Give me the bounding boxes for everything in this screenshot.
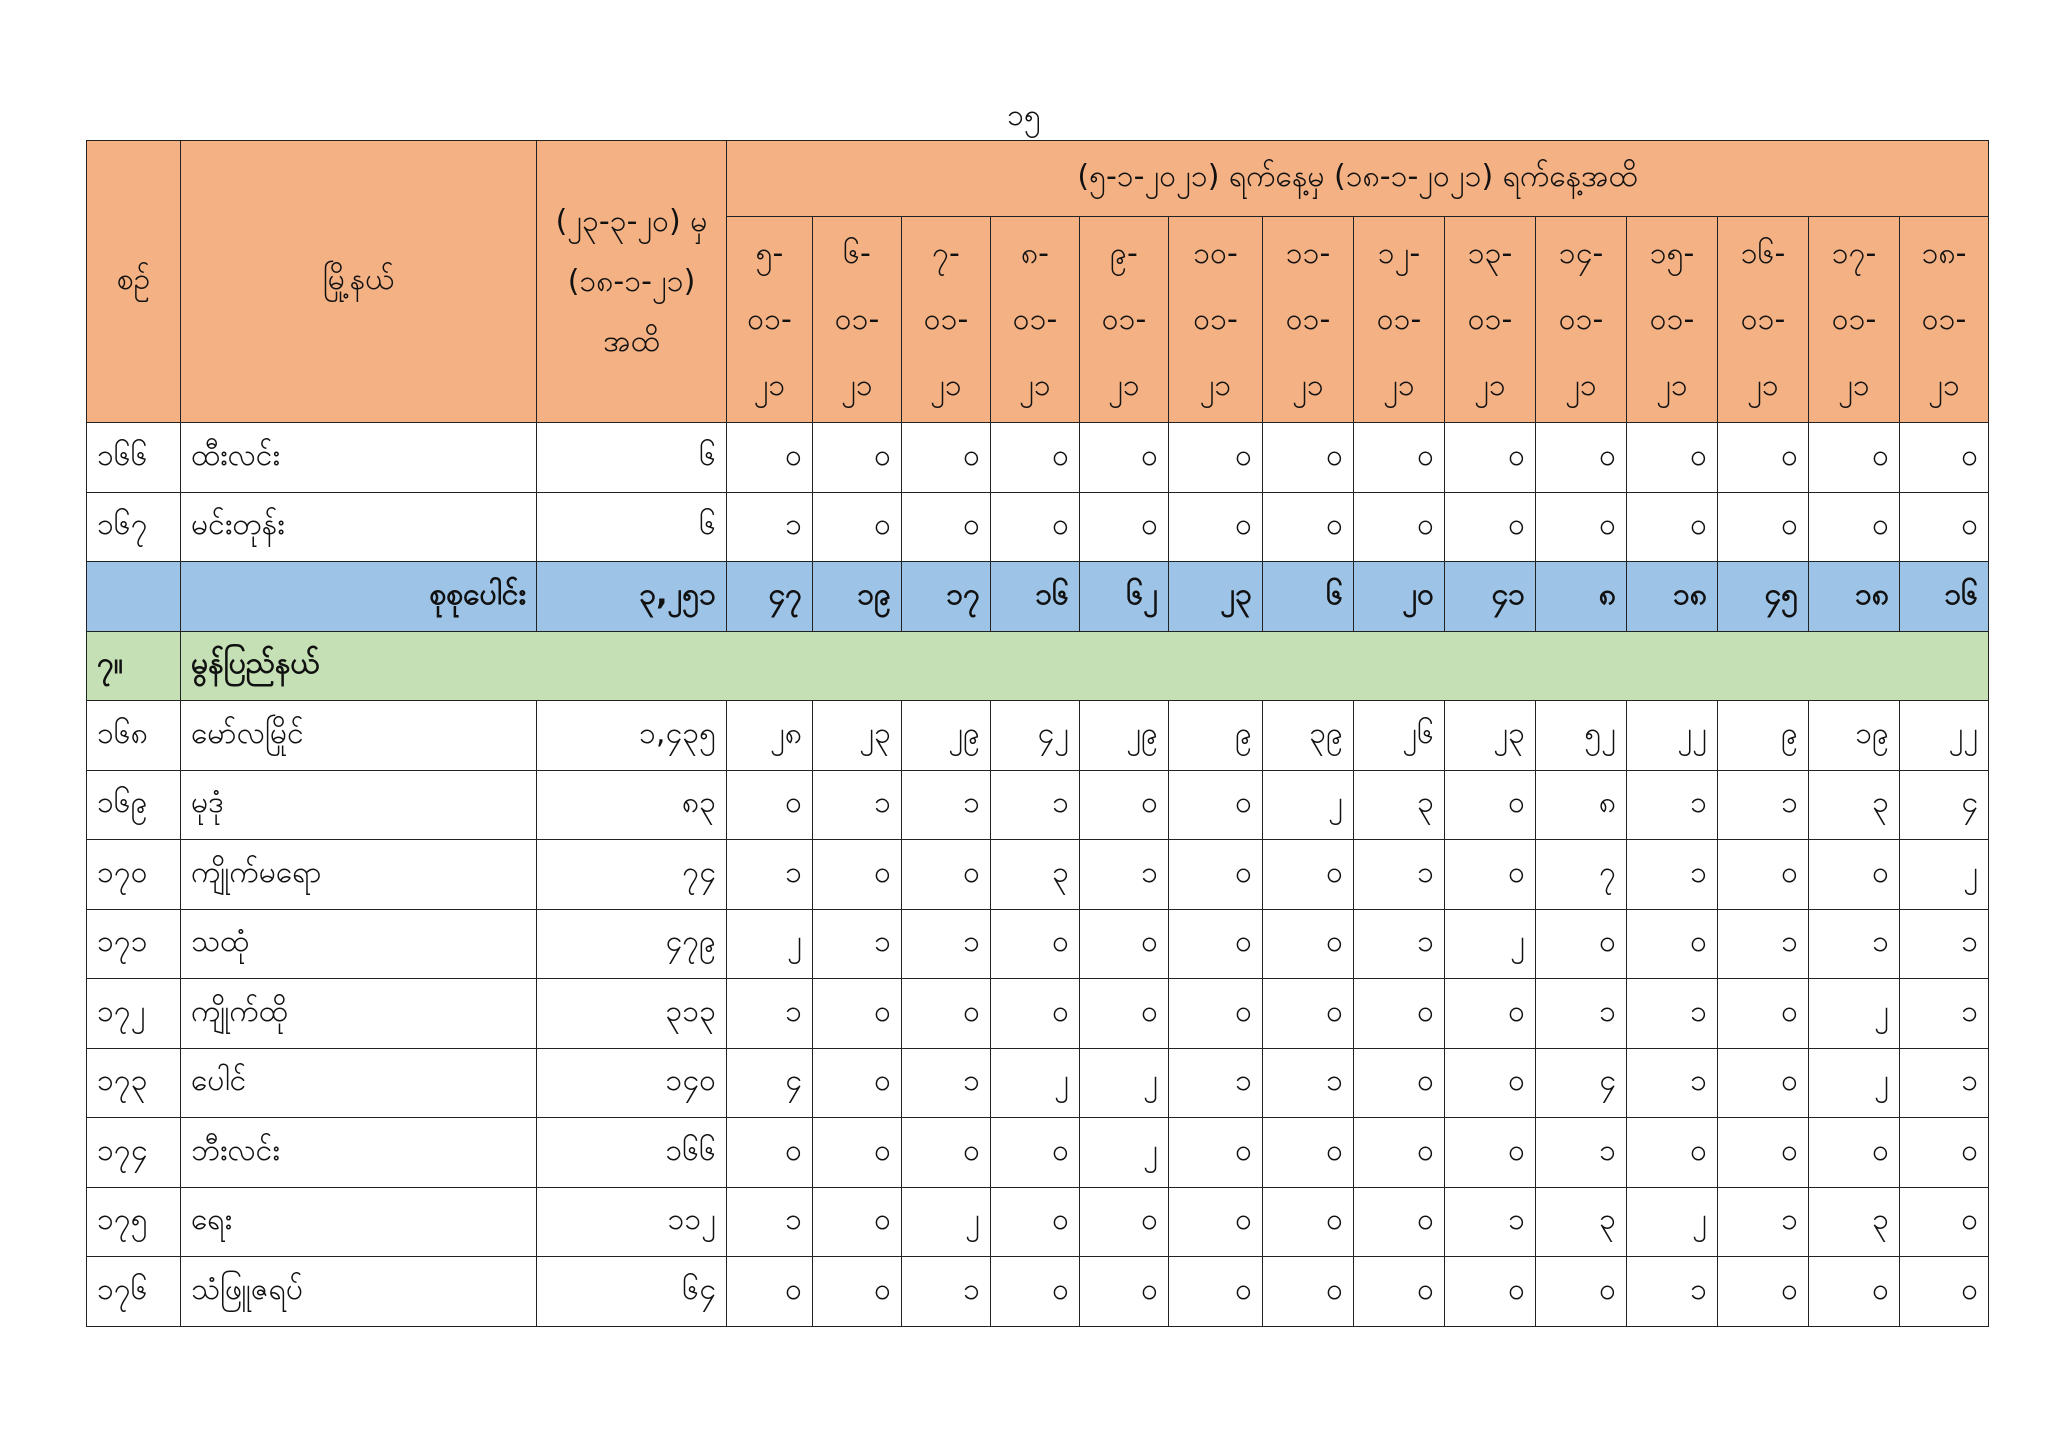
row-daily-value: ၃ bbox=[991, 840, 1080, 910]
header-date: ၁၃- ၀၁- ၂၁ bbox=[1445, 217, 1536, 423]
row-township: မင်းတုန်း bbox=[181, 492, 537, 562]
row-daily-value: ၀ bbox=[991, 1118, 1080, 1188]
row-daily-value: ၁ bbox=[1627, 840, 1718, 910]
row-daily-value: ၀ bbox=[902, 840, 991, 910]
row-daily-value: ၂၈ bbox=[727, 701, 813, 771]
row-cumulative: ၈၃ bbox=[537, 770, 727, 840]
row-daily-value: ၁၉ bbox=[1809, 701, 1900, 771]
row-serial: ၁၇၂ bbox=[87, 979, 181, 1049]
row-daily-value: ၁ bbox=[727, 840, 813, 910]
row-daily-value: ၀ bbox=[1169, 840, 1263, 910]
row-township: ဘီးလင်း bbox=[181, 1118, 537, 1188]
row-daily-value: ၁ bbox=[1718, 1187, 1809, 1257]
row-daily-value: ၄၂ bbox=[991, 701, 1080, 771]
row-daily-value: ၀ bbox=[1080, 909, 1169, 979]
row-daily-value: ၀ bbox=[1900, 423, 1989, 493]
row-daily-value: ၁ bbox=[1263, 1048, 1354, 1118]
row-daily-value: ၀ bbox=[813, 840, 902, 910]
row-cumulative: ၆ bbox=[537, 492, 727, 562]
row-daily-value: ၂ bbox=[1445, 909, 1536, 979]
section-row bbox=[87, 631, 1989, 701]
page-number: ၁၅ bbox=[1007, 98, 1041, 133]
row-daily-value: ၁ bbox=[727, 492, 813, 562]
row-daily-value: ၁ bbox=[1080, 840, 1169, 910]
row-township: သထုံ bbox=[181, 909, 537, 979]
row-serial: ၁၆၇ bbox=[87, 492, 181, 562]
row-daily-value: ၁ bbox=[813, 770, 902, 840]
row-daily-value: ၂ bbox=[1900, 840, 1989, 910]
header-date: ၅- ၀၁- ၂၁ bbox=[727, 217, 813, 423]
section-name: မွန်ပြည်နယ် bbox=[181, 631, 1989, 701]
row-daily-value: ၁ bbox=[902, 1257, 991, 1327]
row-daily-value: ၀ bbox=[1354, 492, 1445, 562]
header-date: ၁၅- ၀၁- ၂၁ bbox=[1627, 217, 1718, 423]
row-daily-value: ၀ bbox=[727, 423, 813, 493]
row-daily-value: ၀ bbox=[1718, 1118, 1809, 1188]
row-cumulative: ၁၁၂ bbox=[537, 1187, 727, 1257]
row-daily-value: ၀ bbox=[902, 979, 991, 1049]
row-daily-value: ၂ bbox=[1263, 770, 1354, 840]
row-daily-value: ၂၃ bbox=[1445, 701, 1536, 771]
total-daily-value: ၄၇ bbox=[727, 562, 813, 632]
header-date: ၁၈- ၀၁- ၂၁ bbox=[1900, 217, 1989, 423]
total-daily-value: ၆၂ bbox=[1080, 562, 1169, 632]
row-serial: ၁၇၅ bbox=[87, 1187, 181, 1257]
row-daily-value: ၀ bbox=[1263, 1257, 1354, 1327]
row-township: မုဒုံ bbox=[181, 770, 537, 840]
row-daily-value: ၀ bbox=[1809, 840, 1900, 910]
row-daily-value: ၀ bbox=[1263, 1187, 1354, 1257]
header-date: ၆- ၀၁- ၂၁ bbox=[813, 217, 902, 423]
total-daily-value: ၈ bbox=[1536, 562, 1627, 632]
total-cumulative: ၃,၂၅၁ bbox=[537, 562, 727, 632]
row-daily-value: ၃ bbox=[1809, 1187, 1900, 1257]
row-township: ပေါင် bbox=[181, 1048, 537, 1118]
row-serial: ၁၇၆ bbox=[87, 1257, 181, 1327]
row-daily-value: ၀ bbox=[1169, 423, 1263, 493]
header-date: ၁၇- ၀၁- ၂၁ bbox=[1809, 217, 1900, 423]
row-daily-value: ၀ bbox=[902, 492, 991, 562]
row-daily-value: ၇ bbox=[1536, 840, 1627, 910]
row-daily-value: ၁ bbox=[991, 770, 1080, 840]
row-daily-value: ၁ bbox=[902, 909, 991, 979]
row-daily-value: ၀ bbox=[1445, 840, 1536, 910]
row-daily-value: ၂ bbox=[727, 909, 813, 979]
row-daily-value: ၂၂ bbox=[1900, 701, 1989, 771]
row-daily-value: ၀ bbox=[1354, 1048, 1445, 1118]
row-daily-value: ၀ bbox=[1169, 770, 1263, 840]
row-daily-value: ၁ bbox=[1354, 840, 1445, 910]
row-daily-value: ၀ bbox=[1169, 1118, 1263, 1188]
total-daily-value: ၁၉ bbox=[813, 562, 902, 632]
row-daily-value: ၀ bbox=[1718, 1257, 1809, 1327]
table-row bbox=[87, 909, 1989, 979]
row-daily-value: ၀ bbox=[1627, 909, 1718, 979]
row-daily-value: ၀ bbox=[1169, 979, 1263, 1049]
row-daily-value: ၀ bbox=[1718, 423, 1809, 493]
row-daily-value: ၉ bbox=[1718, 701, 1809, 771]
row-serial: ၁၆၆ bbox=[87, 423, 181, 493]
row-daily-value: ၀ bbox=[1718, 840, 1809, 910]
row-daily-value: ၀ bbox=[991, 1257, 1080, 1327]
header-township: မြို့နယ် bbox=[181, 141, 537, 423]
row-cumulative: ၆ bbox=[537, 423, 727, 493]
row-daily-value: ၀ bbox=[1169, 909, 1263, 979]
header-period: (၅-၁-၂၀၂၁) ရက်နေ့မှ (၁၈-၁-၂၀၂၁) ရက်နေ့အထိ bbox=[727, 141, 1989, 217]
row-daily-value: ၂၉ bbox=[902, 701, 991, 771]
row-daily-value: ၃ bbox=[1809, 770, 1900, 840]
total-daily-value: ၁၆ bbox=[991, 562, 1080, 632]
row-daily-value: ၁ bbox=[902, 1048, 991, 1118]
row-daily-value: ၁ bbox=[1900, 909, 1989, 979]
row-daily-value: ၂ bbox=[1080, 1118, 1169, 1188]
row-daily-value: ၀ bbox=[1354, 1257, 1445, 1327]
row-daily-value: ၀ bbox=[1169, 1257, 1263, 1327]
row-daily-value: ၀ bbox=[1809, 1118, 1900, 1188]
row-daily-value: ၀ bbox=[727, 1118, 813, 1188]
row-serial: ၁၇၀ bbox=[87, 840, 181, 910]
row-daily-value: ၀ bbox=[1445, 770, 1536, 840]
row-daily-value: ၀ bbox=[1809, 1257, 1900, 1327]
row-daily-value: ၂ bbox=[902, 1187, 991, 1257]
row-daily-value: ၀ bbox=[813, 492, 902, 562]
row-daily-value: ၀ bbox=[1169, 492, 1263, 562]
row-serial: ၁၆၉ bbox=[87, 770, 181, 840]
row-daily-value: ၀ bbox=[1445, 492, 1536, 562]
row-daily-value: ၀ bbox=[813, 1257, 902, 1327]
header-date: ၇- ၀၁- ၂၁ bbox=[902, 217, 991, 423]
row-daily-value: ၀ bbox=[991, 909, 1080, 979]
row-daily-value: ၀ bbox=[1263, 492, 1354, 562]
total-daily-value: ၄၁ bbox=[1445, 562, 1536, 632]
table-row bbox=[87, 423, 1989, 493]
row-cumulative: ၁၆၆ bbox=[537, 1118, 727, 1188]
total-label: စုစုပေါင်း bbox=[181, 562, 537, 632]
row-daily-value: ၀ bbox=[1445, 979, 1536, 1049]
row-daily-value: ၀ bbox=[1080, 1187, 1169, 1257]
row-daily-value: ၅၂ bbox=[1536, 701, 1627, 771]
row-daily-value: ၀ bbox=[1445, 423, 1536, 493]
total-daily-value: ၁၆ bbox=[1900, 562, 1989, 632]
row-daily-value: ၁ bbox=[1900, 979, 1989, 1049]
row-daily-value: ၀ bbox=[1536, 909, 1627, 979]
header-date: ၁၁- ၀၁- ၂၁ bbox=[1263, 217, 1354, 423]
header-date: ၈- ၀၁- ၂၁ bbox=[991, 217, 1080, 423]
row-daily-value: ၀ bbox=[1809, 492, 1900, 562]
row-cumulative: ၆၄ bbox=[537, 1257, 727, 1327]
row-daily-value: ၀ bbox=[813, 1118, 902, 1188]
covid-cases-table bbox=[86, 140, 1989, 1327]
row-daily-value: ၀ bbox=[991, 423, 1080, 493]
row-daily-value: ၀ bbox=[1900, 492, 1989, 562]
row-township: ထီးလင်း bbox=[181, 423, 537, 493]
row-daily-value: ၀ bbox=[1263, 979, 1354, 1049]
row-daily-value: ၀ bbox=[1263, 840, 1354, 910]
row-daily-value: ၀ bbox=[1080, 423, 1169, 493]
row-daily-value: ၀ bbox=[813, 979, 902, 1049]
row-daily-value: ၁ bbox=[1627, 979, 1718, 1049]
row-daily-value: ၀ bbox=[1627, 423, 1718, 493]
table-row bbox=[87, 492, 1989, 562]
row-daily-value: ၃၉ bbox=[1263, 701, 1354, 771]
row-daily-value: ၀ bbox=[902, 1118, 991, 1188]
row-daily-value: ၀ bbox=[727, 770, 813, 840]
row-daily-value: ၀ bbox=[1263, 909, 1354, 979]
row-cumulative: ၄၇၉ bbox=[537, 909, 727, 979]
table-row bbox=[87, 1048, 1989, 1118]
row-township: မော်လမြိုင် bbox=[181, 701, 537, 771]
row-daily-value: ၀ bbox=[991, 1187, 1080, 1257]
header-date: ၉- ၀၁- ၂၁ bbox=[1080, 217, 1169, 423]
row-daily-value: ၁ bbox=[1900, 1048, 1989, 1118]
row-daily-value: ၀ bbox=[1627, 1118, 1718, 1188]
row-daily-value: ၁ bbox=[1169, 1048, 1263, 1118]
row-daily-value: ၀ bbox=[1900, 1257, 1989, 1327]
row-cumulative: ၁,၄၃၅ bbox=[537, 701, 727, 771]
table-row bbox=[87, 1118, 1989, 1188]
total-daily-value: ၁၈ bbox=[1627, 562, 1718, 632]
row-daily-value: ၄ bbox=[1536, 1048, 1627, 1118]
row-daily-value: ၀ bbox=[1445, 1118, 1536, 1188]
row-cumulative: ၃၁၃ bbox=[537, 979, 727, 1049]
row-daily-value: ၃ bbox=[1354, 770, 1445, 840]
row-daily-value: ၀ bbox=[991, 979, 1080, 1049]
row-daily-value: ၁ bbox=[902, 770, 991, 840]
row-daily-value: ၀ bbox=[1445, 1257, 1536, 1327]
row-daily-value: ၀ bbox=[1354, 423, 1445, 493]
header-date: ၁၆- ၀၁- ၂၁ bbox=[1718, 217, 1809, 423]
row-daily-value: ၁ bbox=[1536, 1118, 1627, 1188]
row-township: ကျိုက်ထို bbox=[181, 979, 537, 1049]
total-daily-value: ၄၅ bbox=[1718, 562, 1809, 632]
row-daily-value: ၀ bbox=[1627, 492, 1718, 562]
total-daily-value: ၆ bbox=[1263, 562, 1354, 632]
row-township: ကျိုက်မရော bbox=[181, 840, 537, 910]
header-date: ၁၀- ၀၁- ၂၁ bbox=[1169, 217, 1263, 423]
header-date: ၁၄- ၀၁- ၂၁ bbox=[1536, 217, 1627, 423]
row-daily-value: ၂ bbox=[991, 1048, 1080, 1118]
row-serial: ၁၆၈ bbox=[87, 701, 181, 771]
table-row bbox=[87, 701, 1989, 771]
table-row bbox=[87, 840, 1989, 910]
row-daily-value: ၀ bbox=[813, 423, 902, 493]
row-daily-value: ၀ bbox=[1718, 492, 1809, 562]
row-daily-value: ၀ bbox=[1536, 423, 1627, 493]
row-township: ရေး bbox=[181, 1187, 537, 1257]
row-daily-value: ၀ bbox=[1809, 423, 1900, 493]
row-daily-value: ၁ bbox=[1354, 909, 1445, 979]
table-row bbox=[87, 770, 1989, 840]
row-daily-value: ၁ bbox=[1627, 1257, 1718, 1327]
table-row bbox=[87, 979, 1989, 1049]
row-daily-value: ၁ bbox=[1718, 770, 1809, 840]
row-daily-value: ၁ bbox=[1445, 1187, 1536, 1257]
row-daily-value: ၀ bbox=[1080, 979, 1169, 1049]
row-daily-value: ၀ bbox=[1263, 1118, 1354, 1188]
header-date: ၁၂- ၀၁- ၂၁ bbox=[1354, 217, 1445, 423]
row-daily-value: ၀ bbox=[1354, 1187, 1445, 1257]
header-serial: စဉ် bbox=[87, 141, 181, 423]
row-daily-value: ၀ bbox=[1080, 492, 1169, 562]
total-daily-value: ၁၈ bbox=[1809, 562, 1900, 632]
row-daily-value: ၀ bbox=[1445, 1048, 1536, 1118]
row-daily-value: ၀ bbox=[1169, 1187, 1263, 1257]
row-daily-value: ၂၂ bbox=[1627, 701, 1718, 771]
row-daily-value: ၂ bbox=[1627, 1187, 1718, 1257]
row-daily-value: ၀ bbox=[991, 492, 1080, 562]
row-daily-value: ၁ bbox=[1536, 979, 1627, 1049]
total-daily-value: ၁၇ bbox=[902, 562, 991, 632]
row-daily-value: ၁ bbox=[1627, 1048, 1718, 1118]
row-township: သံဖြူဇရပ် bbox=[181, 1257, 537, 1327]
row-daily-value: ၉ bbox=[1169, 701, 1263, 771]
row-daily-value: ၂၆ bbox=[1354, 701, 1445, 771]
row-daily-value: ၀ bbox=[1354, 1118, 1445, 1188]
row-cumulative: ၇၄ bbox=[537, 840, 727, 910]
row-daily-value: ၀ bbox=[1900, 1118, 1989, 1188]
row-daily-value: ၀ bbox=[1536, 492, 1627, 562]
row-daily-value: ၀ bbox=[1080, 1257, 1169, 1327]
row-daily-value: ၀ bbox=[727, 1257, 813, 1327]
section-number: ၇။ bbox=[87, 631, 181, 701]
table-row bbox=[87, 1257, 1989, 1327]
row-daily-value: ၀ bbox=[1718, 979, 1809, 1049]
row-daily-value: ၂၃ bbox=[813, 701, 902, 771]
row-daily-value: ၀ bbox=[1354, 979, 1445, 1049]
header-cumulative: (၂၃-၃-၂၀) မှ (၁၈-၁-၂၁) အထိ bbox=[537, 141, 727, 423]
row-daily-value: ၀ bbox=[1718, 1048, 1809, 1118]
row-daily-value: ၀ bbox=[813, 1187, 902, 1257]
row-daily-value: ၁ bbox=[1809, 909, 1900, 979]
row-daily-value: ၀ bbox=[1263, 423, 1354, 493]
row-daily-value: ၂ bbox=[1809, 979, 1900, 1049]
row-daily-value: ၀ bbox=[1536, 1257, 1627, 1327]
row-daily-value: ၃ bbox=[1536, 1187, 1627, 1257]
row-daily-value: ၁ bbox=[1718, 909, 1809, 979]
total-row bbox=[87, 562, 1989, 632]
row-serial: ၁၇၃ bbox=[87, 1048, 181, 1118]
row-daily-value: ၂ bbox=[1809, 1048, 1900, 1118]
row-daily-value: ၁ bbox=[813, 909, 902, 979]
row-cumulative: ၁၄၀ bbox=[537, 1048, 727, 1118]
row-daily-value: ၀ bbox=[902, 423, 991, 493]
row-daily-value: ၁ bbox=[727, 979, 813, 1049]
total-daily-value: ၂၀ bbox=[1354, 562, 1445, 632]
total-daily-value: ၂၃ bbox=[1169, 562, 1263, 632]
row-daily-value: ၁ bbox=[727, 1187, 813, 1257]
row-daily-value: ၁ bbox=[1627, 770, 1718, 840]
row-daily-value: ၄ bbox=[1900, 770, 1989, 840]
row-daily-value: ၄ bbox=[727, 1048, 813, 1118]
table-row bbox=[87, 1187, 1989, 1257]
row-serial: ၁၇၄ bbox=[87, 1118, 181, 1188]
row-daily-value: ၀ bbox=[1080, 770, 1169, 840]
total-serial bbox=[87, 562, 181, 632]
row-daily-value: ၀ bbox=[813, 1048, 902, 1118]
row-daily-value: ၈ bbox=[1536, 770, 1627, 840]
row-serial: ၁၇၁ bbox=[87, 909, 181, 979]
row-daily-value: ၂ bbox=[1080, 1048, 1169, 1118]
row-daily-value: ၂၉ bbox=[1080, 701, 1169, 771]
row-daily-value: ၀ bbox=[1900, 1187, 1989, 1257]
